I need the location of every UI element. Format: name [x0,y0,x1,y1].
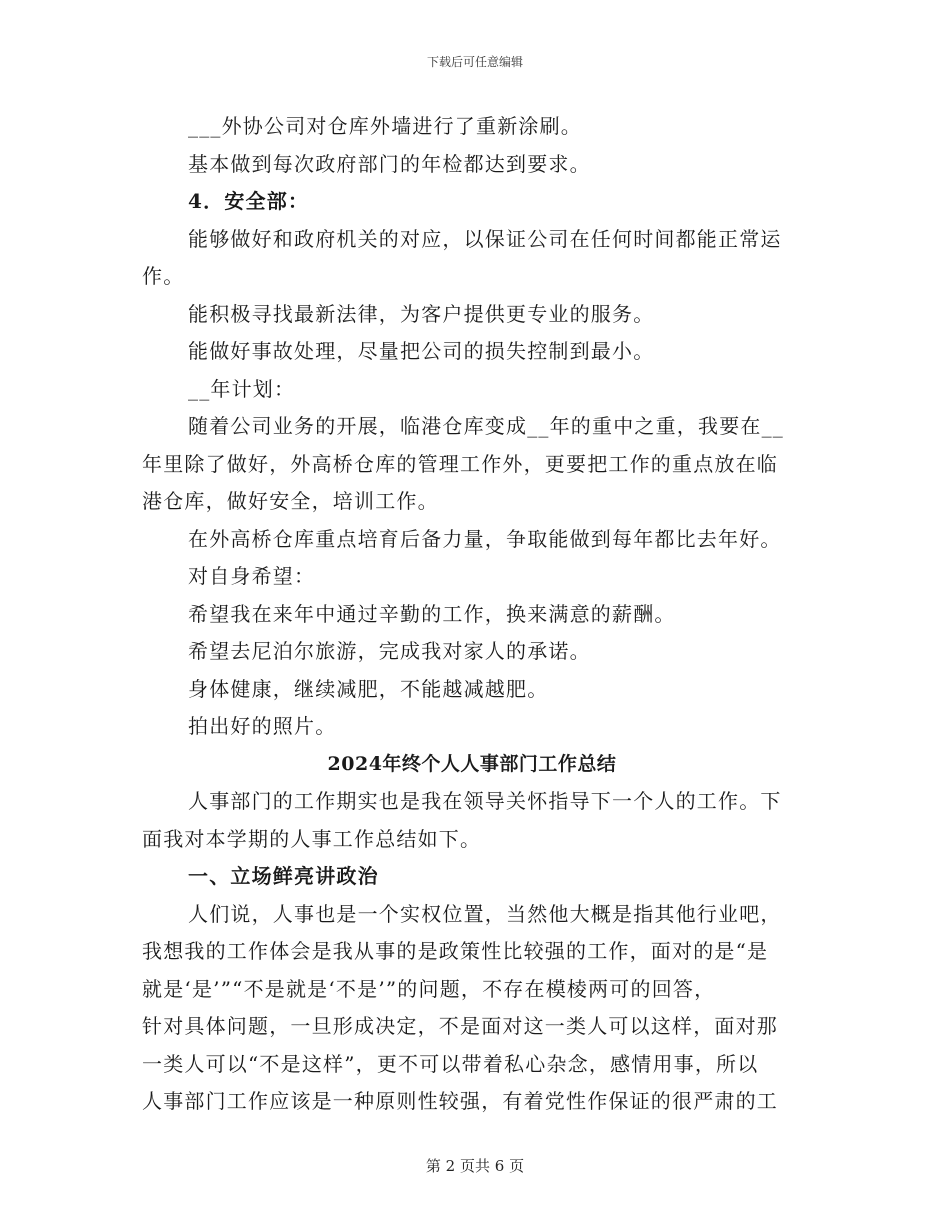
paragraph-line: 港仓库，做好安全，培训工作。 [142,489,439,513]
paragraph-line: 人们说，人事也是一个实权位置，当然他大概是指其他行业吧， [188,901,782,926]
paragraph-line: 年里除了做好，外高桥仓库的管理工作外，更要把工作的重点放在临 [142,451,778,476]
paragraph-line: 希望我在来年中通过辛勤的工作，换来满意的薪酬。 [188,601,676,626]
paragraph-line: 能积极寻找最新法律，为客户提供更专业的服务。 [188,301,655,326]
paragraph-line: ___外协公司对仓库外墙进行了重新涂刷。 [188,114,582,138]
paragraph-line: 基本做到每次政府部门的年检都达到要求。 [188,151,591,176]
paragraph-line: 对自身希望： [188,564,316,588]
document-title: 2024年终个人人事部门工作总结 [327,752,617,775]
paragraph-line: 能做好事故处理，尽量把公司的损失控制到最小。 [188,339,655,363]
paragraph-line: 一类人可以“不是这样”，更不可以带着私心杂念，感情用事，所以 [142,1051,759,1076]
paragraph-line: 人事部门的工作期实也是我在领导关怀指导下一个人的工作。下 [188,789,782,813]
section-heading: 4．安全部： [188,189,310,213]
paragraph-line: 我想我的工作体会是我从事的是政策性比较强的工作，面对的是“是 [142,939,769,963]
paragraph-line: 作。 [142,264,185,288]
paragraph-line: __年计划： [188,376,296,401]
paragraph-line: 随着公司业务的开展，临港仓库变成__年的重中之重，我要在__ [188,414,784,438]
document-body [142,108,802,1121]
page-header: 下载后可任意编辑 [426,55,523,69]
section-heading: 一、立场鲜亮讲政治 [188,864,379,888]
paragraph-line: 人事部门工作应该是一种原则性较强，有着党性作保证的很严肃的工 [142,1089,778,1113]
paragraph-line: 能够做好和政府机关的对应，以保证公司在任何时间都能正常运 [188,226,782,251]
paragraph-line: 就是‘是’”“不是就是‘不是’”的问题，不存在模棱两可的回答， [142,976,716,1001]
paragraph-line: 拍出好的照片。 [188,714,337,738]
paragraph-line: 身体健康，继续减肥，不能越减越肥。 [188,676,549,701]
paragraph-line: 针对具体问题，一旦形成决定，不是面对这一类人可以这样，面对那 [142,1014,778,1038]
paragraph-line: 希望去尼泊尔旅游，完成我对家人的承诺。 [188,639,591,663]
page-footer: 第 2 页共 6 页 [425,1157,525,1175]
paragraph-line: 面我对本学期的人事工作总结如下。 [142,826,482,851]
paragraph-line: 在外高桥仓库重点培育后备力量，争取能做到每年都比去年好。 [188,526,782,551]
